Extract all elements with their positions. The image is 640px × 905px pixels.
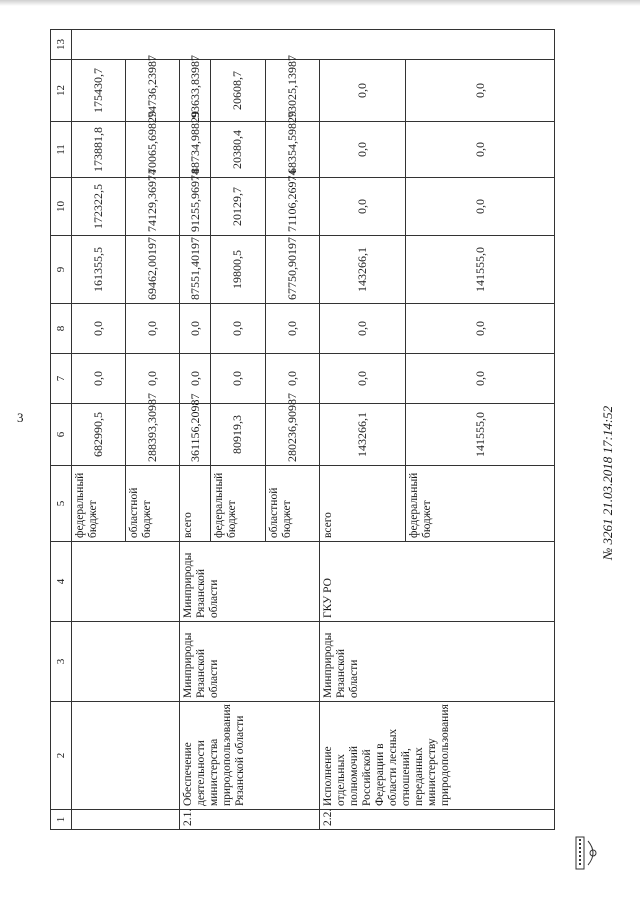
table-row xyxy=(180,30,211,830)
total-cell: 143266,1 xyxy=(319,404,405,466)
funding-source-cell: федеральный бюджет xyxy=(406,466,555,542)
funding-source-cell: федеральный бюджет xyxy=(72,466,126,542)
value-cell: 88734,98829 xyxy=(180,122,211,178)
value-cell: 0,0 xyxy=(180,304,211,354)
column-header: 2 xyxy=(51,702,72,810)
value-cell: 0,0 xyxy=(319,354,405,404)
value-cell: 0,0 xyxy=(265,304,319,354)
activity-name-cell xyxy=(72,702,180,810)
activity-name-cell: Обеспечение деятельности министерства природопользования Рязанской области xyxy=(180,702,319,810)
value-cell: 0,0 xyxy=(406,178,555,236)
value-cell: 173881,8 xyxy=(72,122,126,178)
value-cell: 0,0 xyxy=(180,354,211,404)
funding-source-cell: федеральный бюджет xyxy=(211,466,265,542)
value-cell: 0,0 xyxy=(319,122,405,178)
value-cell: 71106,26974 xyxy=(265,178,319,236)
table-row xyxy=(72,30,126,830)
note-cell xyxy=(72,30,555,60)
value-cell: 0,0 xyxy=(72,304,126,354)
column-header: 5 xyxy=(51,466,72,542)
column-header: 6 xyxy=(51,404,72,466)
column-header: 1 xyxy=(51,810,72,830)
value-cell: 0,0 xyxy=(211,304,265,354)
column-header: 4 xyxy=(51,542,72,622)
budget-table-rotated xyxy=(50,30,555,830)
page-number: 3 xyxy=(17,410,24,425)
column-header: 7 xyxy=(51,354,72,404)
funding-source-cell: областной бюджет xyxy=(126,466,180,542)
row-index-cell: 2.2. xyxy=(319,810,554,830)
value-cell: 74736,23987 xyxy=(126,60,180,122)
value-cell: 73025,13987 xyxy=(265,60,319,122)
column-header: 12 xyxy=(51,60,72,122)
value-cell: 172322,5 xyxy=(72,178,126,236)
value-cell: 175430,7 xyxy=(72,60,126,122)
registration-stamp-icon xyxy=(574,833,602,873)
value-cell: 143266,1 xyxy=(319,236,405,304)
value-cell: 69462,00197 xyxy=(126,236,180,304)
value-cell: 0,0 xyxy=(211,354,265,404)
total-cell: 280236,90987 xyxy=(265,404,319,466)
value-cell: 74129,36974 xyxy=(126,178,180,236)
value-cell: 0,0 xyxy=(406,60,555,122)
value-cell: 161355,5 xyxy=(72,236,126,304)
funding-source-cell: областной бюджет xyxy=(265,466,319,542)
budget-table-container xyxy=(50,30,555,830)
budget-table xyxy=(50,29,555,830)
column-header: 8 xyxy=(51,304,72,354)
total-cell: 80919,3 xyxy=(211,404,265,466)
value-cell: 91255,96974 xyxy=(180,178,211,236)
executor-cell: Минприроды Рязанской области xyxy=(180,622,319,702)
value-cell: 141555,0 xyxy=(406,236,555,304)
row-index-cell xyxy=(72,810,180,830)
value-cell: 0,0 xyxy=(406,354,555,404)
column-header: 9 xyxy=(51,236,72,304)
value-cell: 0,0 xyxy=(126,304,180,354)
total-cell: 682990,5 xyxy=(72,404,126,466)
value-cell: 68354,59829 xyxy=(265,122,319,178)
column-header: 11 xyxy=(51,122,72,178)
value-cell: 0,0 xyxy=(406,304,555,354)
executor-cell: Минприроды Рязанской области xyxy=(319,622,554,702)
total-cell: 361156,20987 xyxy=(180,404,211,466)
value-cell: 0,0 xyxy=(126,354,180,404)
column-header: 10 xyxy=(51,178,72,236)
value-cell: 93633,83987 xyxy=(180,60,211,122)
co-executor-cell: Минприроды Рязанской области xyxy=(180,542,319,622)
value-cell: 20129,7 xyxy=(211,178,265,236)
activity-name-cell: Исполнение отдельных полномочий Российской Федерации в области лесных отношений, переданных министерству природопользования xyxy=(319,702,554,810)
funding-source-cell: всего xyxy=(319,466,405,542)
scan-edge xyxy=(0,0,640,6)
header-row xyxy=(51,30,72,830)
row-index-cell: 2.1. xyxy=(180,810,319,830)
co-executor-cell xyxy=(72,542,180,622)
table-row xyxy=(319,30,405,830)
co-executor-cell: ГКУ РО xyxy=(319,542,554,622)
column-header: 13 xyxy=(51,30,72,60)
document-reference: № 3261 21.03.2018 17:14:52 xyxy=(600,405,615,560)
value-cell: 20608,7 xyxy=(211,60,265,122)
value-cell: 20380,4 xyxy=(211,122,265,178)
value-cell: 0,0 xyxy=(72,354,126,404)
value-cell: 0,0 xyxy=(319,60,405,122)
value-cell: 67750,90197 xyxy=(265,236,319,304)
funding-source-cell: всего xyxy=(180,466,211,542)
value-cell: 0,0 xyxy=(319,304,405,354)
column-header: 3 xyxy=(51,622,72,702)
value-cell: 0,0 xyxy=(319,178,405,236)
total-cell: 141555,0 xyxy=(406,404,555,466)
value-cell: 87551,40197 xyxy=(180,236,211,304)
value-cell: 0,0 xyxy=(265,354,319,404)
total-cell: 288393,30987 xyxy=(126,404,180,466)
value-cell: 70065,69829 xyxy=(126,122,180,178)
value-cell: 0,0 xyxy=(406,122,555,178)
executor-cell xyxy=(72,622,180,702)
value-cell: 19800,5 xyxy=(211,236,265,304)
